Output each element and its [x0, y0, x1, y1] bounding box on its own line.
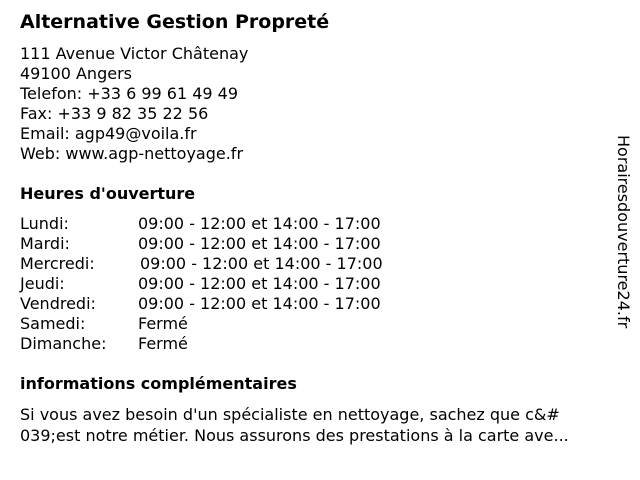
- contact-block: [20, 44, 248, 164]
- hours-row: [20, 294, 440, 314]
- time-value: 09:00 - 12:00 et 14:00 - 17:00: [140, 254, 383, 273]
- day-label: Dimanche:: [20, 334, 107, 353]
- hours-row: [20, 334, 440, 354]
- info-description: [20, 404, 624, 446]
- time-value: 09:00 - 12:00 et 14:00 - 17:00: [138, 274, 381, 293]
- day-label: Mercredi:: [20, 254, 95, 273]
- info-heading: informations complémentaires: [20, 374, 297, 393]
- info-line-1: Si vous avez besoin d'un spécialiste en nettoyage, sachez que c&#: [20, 405, 560, 424]
- day-label: Jeudi:: [20, 274, 65, 293]
- day-label: Samedi:: [20, 314, 86, 333]
- time-value: Fermé: [138, 314, 188, 333]
- time-value: 09:00 - 12:00 et 14:00 - 17:00: [138, 294, 381, 313]
- day-label: Mardi:: [20, 234, 70, 253]
- hours-row: [20, 274, 440, 294]
- info-line-2: 039;est notre métier. Nous assurons des prestations à la carte ave...: [20, 426, 569, 445]
- time-value: 09:00 - 12:00 et 14:00 - 17:00: [138, 234, 381, 253]
- time-value: Fermé: [138, 334, 188, 353]
- website: Web: www.agp-nettoyage.fr: [20, 144, 244, 163]
- watermark-text: Horairesdouverture24.fr: [614, 135, 633, 329]
- email: Email: agp49@voila.fr: [20, 124, 197, 143]
- hours-table: [20, 214, 440, 354]
- phone: Telefon: +33 6 99 61 49 49: [20, 84, 239, 103]
- fax: Fax: +33 9 82 35 22 56: [20, 104, 209, 123]
- hours-row: [20, 314, 440, 334]
- address-line-2: 49100 Angers: [20, 64, 132, 83]
- hours-row: [20, 234, 440, 254]
- day-label: Lundi:: [20, 214, 69, 233]
- hours-heading: Heures d'ouverture: [20, 184, 196, 203]
- day-label: Vendredi:: [20, 294, 96, 313]
- hours-row: [20, 254, 440, 274]
- time-value: 09:00 - 12:00 et 14:00 - 17:00: [138, 214, 381, 233]
- hours-row: [20, 214, 440, 234]
- business-name: Alternative Gestion Propreté: [20, 11, 330, 33]
- address-line-1: 111 Avenue Victor Châtenay: [20, 44, 249, 63]
